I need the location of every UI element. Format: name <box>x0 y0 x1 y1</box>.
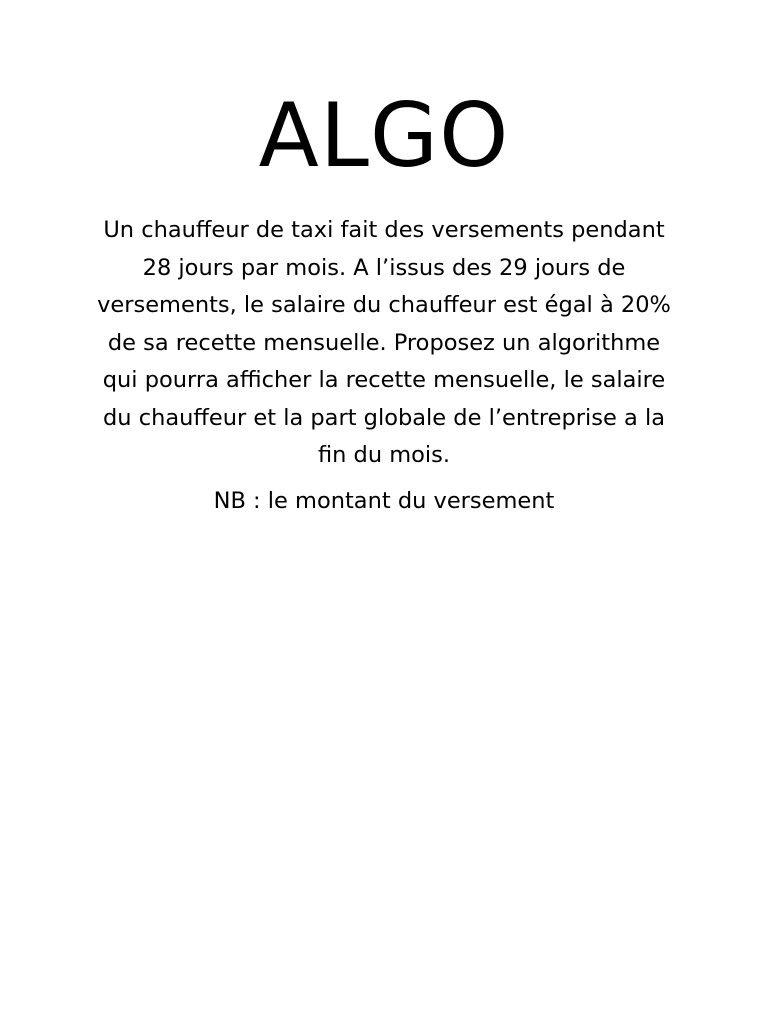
note-text: NB : le montant du versement <box>213 488 555 514</box>
document-title: ALGO <box>258 84 510 187</box>
problem-statement: Un chauffeur de taxi fait des versements pendant 28 jours par mois. A l’issus des 29 jours de versements, le salaire du chauffeur est égal à 20% de sa recette mensuelle. Proposez un algorithme qui pourra afficher la recette mensuelle, le salaire du chauffeur et la part globale de l’entreprise a la fin du mois. <box>97 217 671 468</box>
